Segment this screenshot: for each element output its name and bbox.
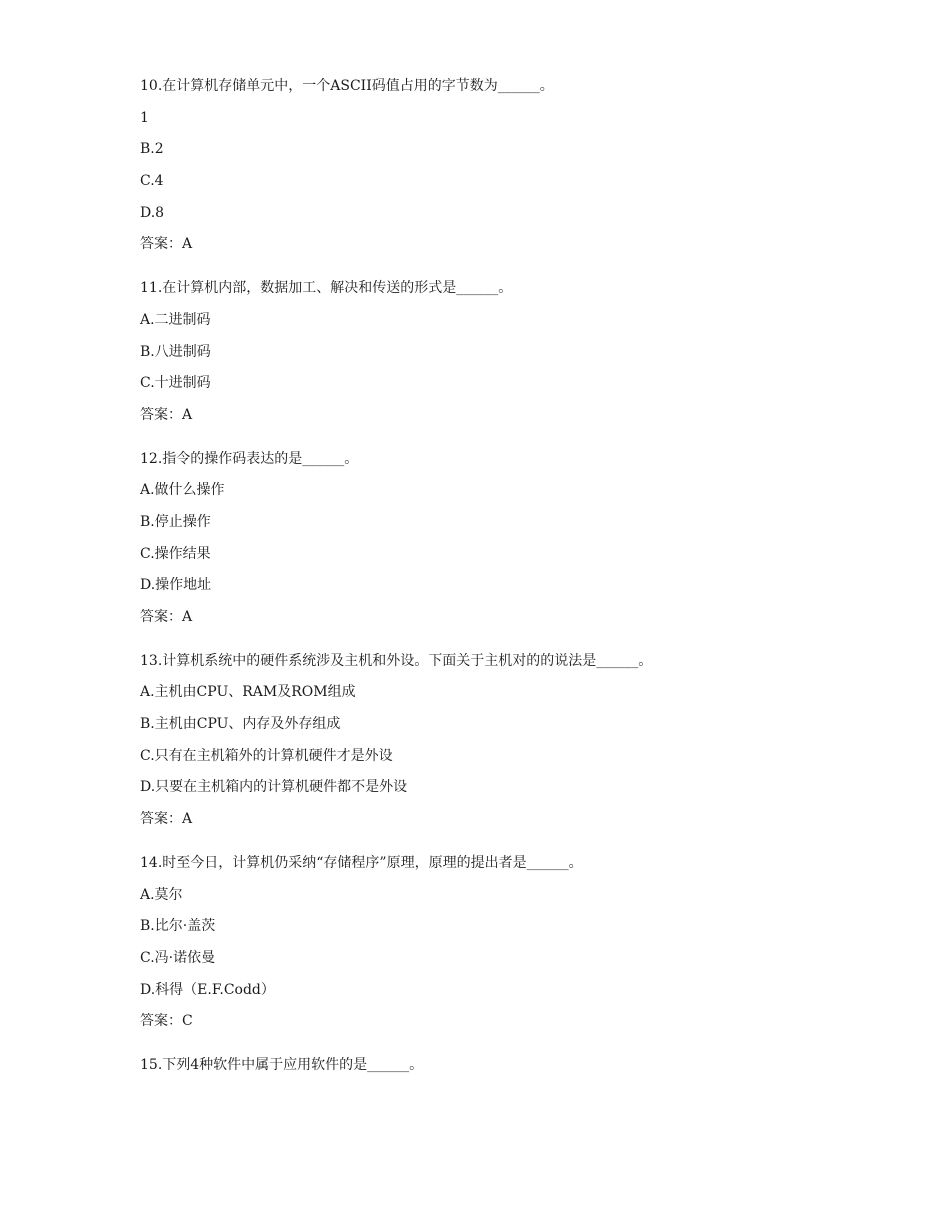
option-b: B.比尔·盖茨 bbox=[140, 918, 216, 935]
option-c: C.4 bbox=[140, 173, 164, 190]
answer: 答案：A bbox=[140, 609, 193, 625]
answer: 答案：A bbox=[140, 406, 193, 423]
option-c: C.操作结果 bbox=[140, 545, 211, 562]
question-stem: 15.下列4种软件中属于应用软件的是______。 bbox=[140, 1056, 424, 1073]
question-gap bbox=[140, 1043, 880, 1055]
question-gap bbox=[140, 841, 880, 853]
answer: 答案：A bbox=[140, 811, 193, 828]
option-a: A.莫尔 bbox=[140, 886, 183, 903]
question-stem: 14.时至今日，计算机仍采纳“存储程序”原理，原理的提出者是______。 bbox=[140, 854, 583, 871]
option-a: 1 bbox=[140, 109, 149, 126]
question-gap bbox=[140, 437, 880, 449]
option-c: C.只有在主机箱外的计算机硬件才是外设 bbox=[140, 747, 393, 764]
option-d: D.8 bbox=[140, 204, 165, 221]
question-gap bbox=[140, 266, 880, 278]
question-12 bbox=[140, 449, 880, 627]
question-stem: 12.指令的操作码表达的是______。 bbox=[140, 450, 359, 467]
option-b: B.停止操作 bbox=[140, 513, 211, 530]
option-b: B.2 bbox=[140, 141, 164, 158]
answer: 答案：A bbox=[140, 236, 193, 253]
question-gap bbox=[140, 639, 880, 651]
question-11 bbox=[140, 278, 880, 425]
option-c: C.冯·诺依曼 bbox=[140, 949, 216, 966]
option-b: B.八进制码 bbox=[140, 343, 211, 360]
option-d: D.操作地址 bbox=[140, 577, 212, 594]
question-14 bbox=[140, 853, 880, 1031]
option-d: D.只要在主机箱内的计算机硬件都不是外设 bbox=[140, 779, 408, 796]
question-stem: 13.计算机系统中的硬件系统涉及主机和外设。下面关于主机对的的说法是______。 bbox=[140, 652, 653, 669]
option-a: A.主机由CPU、RAM及ROM组成 bbox=[140, 684, 356, 701]
option-c: C.十进制码 bbox=[140, 375, 211, 392]
question-list bbox=[140, 76, 880, 1087]
question-10 bbox=[140, 76, 880, 254]
option-b: B.主机由CPU、内存及外存组成 bbox=[140, 716, 341, 733]
question-stem: 10.在计算机存储单元中，一个ASCII码值占用的字节数为______。 bbox=[140, 78, 554, 94]
answer: 答案：C bbox=[140, 1013, 193, 1030]
question-stem: 11.在计算机内部，数据加工、解决和传送的形式是______。 bbox=[140, 280, 513, 297]
question-13 bbox=[140, 651, 880, 829]
question-15 bbox=[140, 1055, 880, 1075]
option-d: D.科得（E.F.Codd） bbox=[140, 981, 275, 998]
option-a: A.做什么操作 bbox=[140, 482, 225, 499]
option-a: A.二进制码 bbox=[140, 311, 211, 328]
